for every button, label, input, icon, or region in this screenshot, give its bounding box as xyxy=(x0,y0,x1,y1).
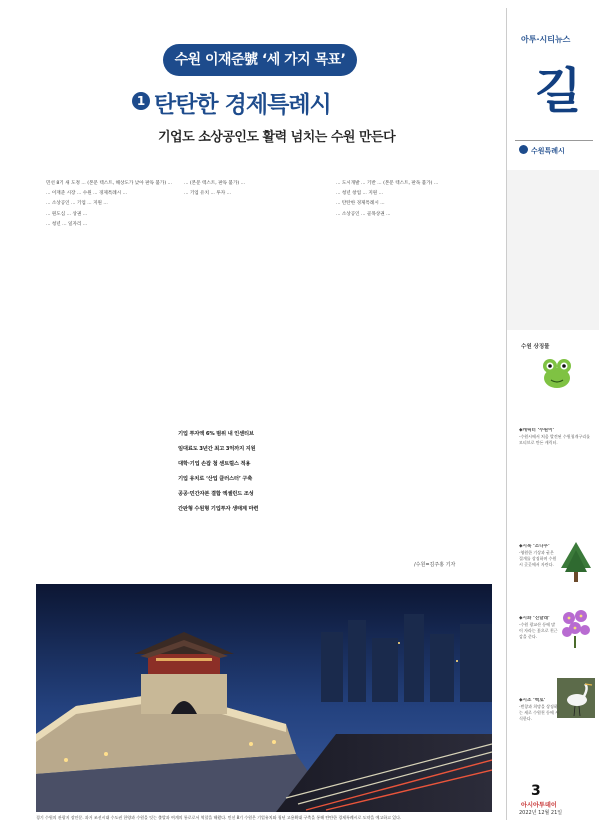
pine-tree-icon xyxy=(557,538,595,584)
headline: 탄탄한 경제특례시 xyxy=(154,91,331,118)
paragraph: ... 청년 ... 일자리 ... xyxy=(46,221,88,227)
symbol-entry xyxy=(519,616,559,640)
body-column-2 xyxy=(180,180,321,410)
paragraph: ... 기업 유치 ... 투자 ... xyxy=(184,191,232,197)
paragraph: ... 소상공인 ... 골목상권 ... xyxy=(336,211,391,217)
newspaper-name: 아시아투데이 xyxy=(521,802,557,809)
symbol-text: -수원 광교산 등에 많이 자라는 꽃으로 친근감을 준다. xyxy=(519,622,558,639)
issue-date: 2022년 12월 21일 xyxy=(519,810,563,816)
symbol-title: ◆시목 ‘소나무’ xyxy=(519,544,550,549)
symbol-text: -번창과 희망을 상징하는 새로 수원천 등에 서식한다. xyxy=(519,704,559,721)
azalea-flower-icon xyxy=(557,604,595,650)
key-point: 기업 유치로 ‘산업 클러스터’ 구축 xyxy=(178,476,253,482)
page-number: 3 xyxy=(531,783,541,799)
symbol-title: ◆시화 ‘진달래’ xyxy=(519,616,550,621)
paragraph: ... 원도심 ... 상권 ... xyxy=(46,211,88,217)
key-point: 임대료도 3년간 최고 3억까지 지원 xyxy=(178,446,256,452)
key-point: 간판형 수원형 기업투자 생태계 마련 xyxy=(178,506,259,512)
sidebar-title-char: 길 xyxy=(535,63,582,119)
paragraph: ... 이재준 시장 ... 수원 ... 경제특례시 ... xyxy=(46,191,127,197)
symbol-text: -수원시에서 처음 발견된 수원청개구리를 모티브로 만든 캐릭터. xyxy=(519,434,590,445)
sidebar-blank-band xyxy=(507,170,599,330)
paragraph: ... 도시개발 ... 기반 ... (본문 텍스트, 판독 불가) ... xyxy=(336,181,439,186)
byline: /수원=김주홍 기자 xyxy=(414,562,456,568)
hwaseong-fortress-night-photo xyxy=(36,584,492,812)
paragraph: 민선 8기 새 도정 ... (본문 텍스트, 해상도가 낮아 판독 불가) ... xyxy=(46,181,172,186)
sidebar-section-title: 수원특례시 xyxy=(531,147,565,155)
subheadline: 기업도 소상공인도 활력 넘치는 수원 만든다 xyxy=(158,130,396,145)
symbol-text: -영원한 기상과 굳은 절개를 상징하며 수원시 곳곳에서 자란다. xyxy=(519,550,557,567)
body-column-1 xyxy=(42,180,182,580)
key-point: 공공·민간자본 결합 엑셀런드 조성 xyxy=(178,491,254,497)
symbol-title: ◆시조 ‘백로’ xyxy=(519,698,546,703)
key-points-box xyxy=(178,430,328,520)
section-number-badge: 1 xyxy=(132,92,150,110)
key-point: 대학·기업 손잡 첨 센트럴스 적용 xyxy=(178,461,251,467)
symbol-entry xyxy=(519,428,591,446)
paragraph: ... 탄탄한 경제특례시 ... xyxy=(336,201,385,207)
egret-bird-icon xyxy=(557,678,595,718)
series-banner: 수원 이재준號 ‘세 가지 목표’ xyxy=(163,44,357,76)
body-column-3 xyxy=(332,180,479,568)
key-point: 기업 투자액 6% 범위 내 인센티브 xyxy=(178,431,254,437)
symbol-entry xyxy=(519,544,559,568)
symbols-heading: 수원 상징물 xyxy=(521,344,550,350)
symbol-entry xyxy=(519,698,559,722)
photo-caption: 경기 수원의 관광지 장안문. 과거 조선시대 수도권 한양과 수원을 잇는 출발과 여계의 통로로서 역할을 해왔다. 민선 8기 수원은 기업유치와 청년 고용확대 구축을 통해 탄탄한 경제특례시로 도약을 예고하고 있다. xyxy=(36,815,402,820)
paragraph: ... 소상공인 ... 기업 ... 지원 ... xyxy=(46,201,108,207)
sidebar-brand: 아투·시티뉴스 xyxy=(521,35,571,44)
paragraph: ... 청년 창업 ... 지원 ... xyxy=(336,191,384,197)
paragraph: ... (본문 텍스트, 판독 불가) ... xyxy=(184,181,246,186)
divider xyxy=(515,140,593,141)
city-emblem-icon xyxy=(519,145,528,154)
frog-mascot-icon xyxy=(537,352,577,392)
sidebar xyxy=(506,8,599,820)
symbol-title: ◆캐릭터 ‘수원이’ xyxy=(519,428,555,433)
